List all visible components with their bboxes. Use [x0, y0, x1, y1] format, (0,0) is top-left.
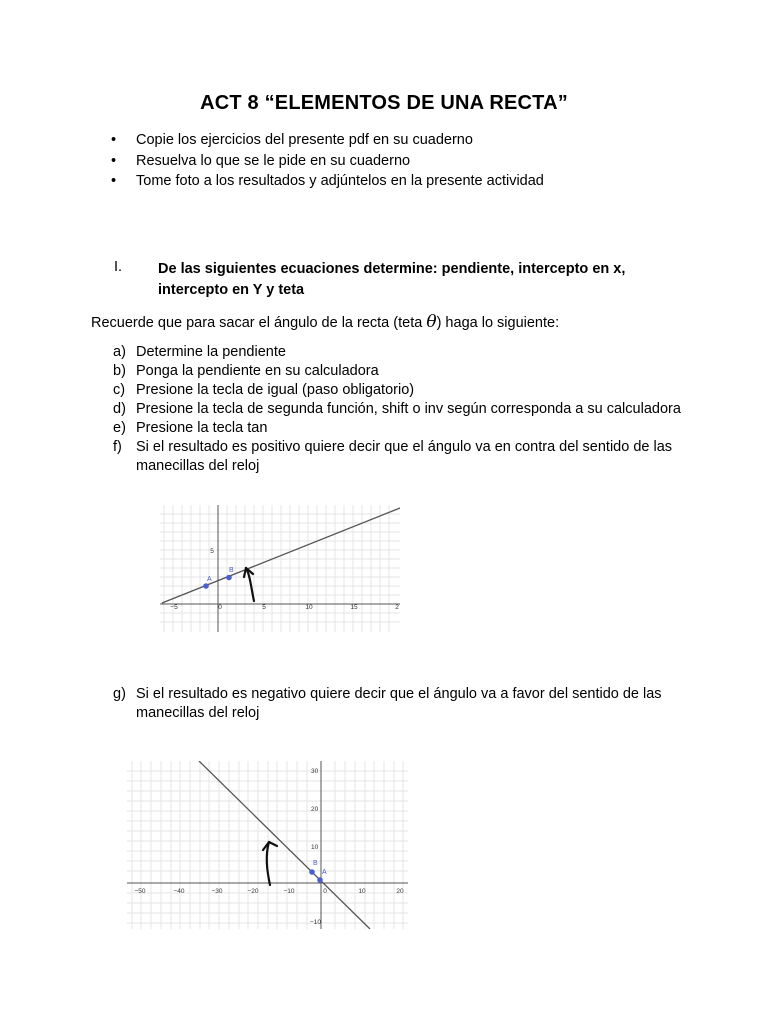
step-label: b)	[113, 363, 126, 379]
instruction-item	[111, 171, 544, 192]
x-tick-label: 20	[396, 888, 404, 895]
step-text: Si el resultado es positivo quiere decir que el ángulo va en contra del sentido de las manecillas del reloj	[136, 439, 673, 474]
step-label: e)	[113, 420, 126, 436]
negative-slope-graph	[127, 761, 408, 929]
instruction-list	[111, 130, 544, 192]
y-tick-label: 20	[311, 806, 319, 813]
section-number: I.	[114, 259, 123, 275]
step-text: Presione la tecla de igual (paso obligatorio)	[136, 382, 415, 398]
point-b	[309, 869, 315, 875]
point-a	[317, 877, 323, 883]
step-text: Si el resultado es negativo quiere decir que el ángulo va a favor del sentido de las manecillas del reloj	[136, 686, 662, 721]
steps-list	[113, 343, 683, 476]
point-b-label: B	[313, 860, 318, 867]
x-tick-label: −40	[173, 888, 185, 895]
step-label: a)	[113, 344, 126, 360]
point-b	[226, 575, 232, 581]
x-tick-label: −20	[247, 888, 259, 895]
step-item	[113, 419, 683, 438]
x-tick-label: −10	[283, 888, 295, 895]
x-tick-label: 5	[262, 604, 266, 611]
negative-slope-line	[199, 761, 370, 929]
y-tick-label: 5	[210, 548, 214, 555]
x-tick-label: 2	[395, 604, 399, 611]
step-label: c)	[113, 382, 126, 398]
x-tick-label: 0	[218, 604, 222, 611]
grid-lines	[160, 505, 400, 632]
x-tick-label: 0	[323, 888, 327, 895]
x-tick-label: −5	[170, 604, 178, 611]
instruction-text: Tome foto a los resultados y adjúntelos en la presente actividad	[136, 173, 544, 189]
instruction-text: Resuelva lo que se le pide en su cuaderno	[136, 152, 411, 169]
instruction-item	[111, 151, 544, 172]
step-item	[113, 400, 683, 419]
step-text: Presione la tecla tan	[136, 420, 268, 436]
clockwise-arrow-icon	[263, 842, 277, 885]
x-tick-label: −50	[134, 888, 146, 895]
x-tick-label: −30	[211, 888, 223, 895]
bullet-icon: •	[111, 132, 117, 148]
step-text: Presione la tecla de segunda función, shift o inv según corresponda a su calculadora	[136, 401, 681, 417]
step-item	[113, 438, 683, 476]
point-a-label: A	[322, 869, 327, 876]
x-tick-label: 10	[305, 604, 313, 611]
step-text: Ponga la pendiente en su calculadora	[136, 363, 379, 379]
point-b-label: B	[229, 567, 234, 574]
positive-slope-graph	[160, 505, 400, 632]
step-item	[113, 343, 683, 362]
step-item	[113, 685, 683, 723]
section-heading: De las siguientes ecuaciones determine: pendiente, intercepto en x, intercepto en Y y teta	[158, 261, 626, 298]
step-g	[113, 685, 683, 723]
step-label: f)	[113, 439, 122, 455]
instruction-item	[111, 130, 544, 151]
step-label: d)	[113, 401, 126, 417]
reminder-text-start: Recuerde que para sacar el ángulo de la recta (teta	[91, 315, 427, 331]
step-label: g)	[113, 686, 126, 702]
bullet-icon: •	[111, 173, 117, 189]
angle-reminder	[91, 312, 559, 332]
page-title: ACT 8 “ELEMENTOS DE UNA RECTA”	[200, 92, 568, 114]
point-a	[203, 583, 209, 589]
instruction-text: Copie los ejercicios del presente pdf en su cuaderno	[136, 132, 473, 148]
x-tick-label: 15	[350, 604, 358, 611]
step-text: Determine la pendiente	[136, 344, 286, 360]
theta-symbol: θ	[426, 312, 437, 332]
step-item	[113, 381, 683, 400]
y-tick-label: 30	[311, 768, 319, 775]
x-tick-label: 10	[358, 888, 366, 895]
y-tick-label: 10	[311, 844, 319, 851]
reminder-text-end: ) haga lo siguiente:	[436, 315, 560, 331]
bullet-icon: •	[111, 152, 117, 169]
point-a-label: A	[207, 576, 212, 583]
step-item	[113, 362, 683, 381]
y-tick-label: −10	[310, 919, 322, 926]
